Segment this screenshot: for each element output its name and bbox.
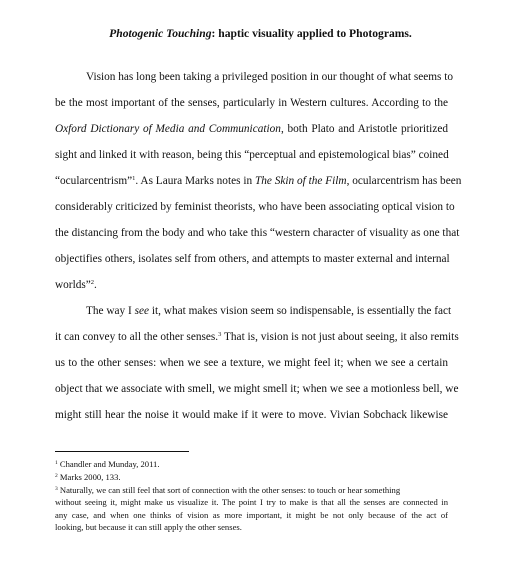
body-line-5: “ocularcentrism”$^1$. As Laura Marks notes in The Skin of the Film, ocularcentrism has been (55, 175, 462, 187)
body-line-9: worlds”$^2$. (55, 279, 97, 291)
title-italic: Photogenic Touching (109, 27, 212, 40)
film-title: The Skin of the Film (254, 175, 347, 187)
footnote-ref-2: 2 (90, 279, 95, 286)
footnote-3-line-2: without seeing it, might make us visualize it. The point I try to make is that all the senses are connected in (55, 497, 448, 507)
footnote-ref-1: 1 (132, 175, 136, 182)
body-line-11: it can convey to all the other senses.$^3$ That is, vision is not just about seeing, it also remits (55, 331, 459, 343)
emphasis-see: see (134, 305, 150, 317)
body-line-13: object that we associate with smell, we might smell it; when we see a motionless bell, we (55, 383, 459, 395)
document-title (0, 27, 521, 41)
body-line-1: Vision has long been taking a privileged position in our thought of what seems to (86, 71, 454, 83)
body-line-14: might still hear the noise it would make if it were to move. Vivian Sobchack likewise (55, 409, 448, 421)
footnote-3-line-4: looking, but because it can still apply the other senses. (55, 522, 242, 532)
body-line-6: considerably criticized by feminist theorists, who have been associating optical vision to (55, 201, 455, 213)
body-line-3: Oxford Dictionary of Media and Communication, both Plato and Aristotle prioritized (55, 123, 449, 135)
footnote-3: $^3$ Naturally, we can still feel that sort of connection with the other senses: to touch or hear something (55, 485, 401, 495)
title-rest: : haptic visuality applied to Photograms. (211, 27, 412, 40)
body-line-7: the distancing from the body and who take this “western character of visuality as one that (55, 227, 460, 239)
body-line-10: The way I see it, what makes vision seem so indispensable, is essentially the fact (86, 305, 452, 317)
body-line-8: objectifies others, isolates self from others, and attempts to master external and internal (55, 253, 450, 265)
footnote-2: $^2$ Marks 2000, 133. (55, 472, 121, 482)
footnote-separator (55, 451, 189, 452)
footnote-ref-3: 3 (218, 331, 222, 338)
footnote-1: $^1$ Chandler and Munday, 2011. (55, 459, 160, 469)
footnote-3-line-3: any case, and when one thinks of vision as more important, it might be not only because of the act of (55, 510, 448, 520)
body-line-2: be the most important of the senses, particularly in Western cultures. According to the (55, 97, 448, 109)
body-line-12: us to the other senses: when we see a texture, we might feel it; when we see a certain (55, 357, 448, 369)
dictionary-title: Oxford Dictionary of Media and Communication (55, 123, 281, 135)
body-line-4: sight and linked it with reason, being this “perceptual and epistemological bias” coined (55, 149, 449, 161)
